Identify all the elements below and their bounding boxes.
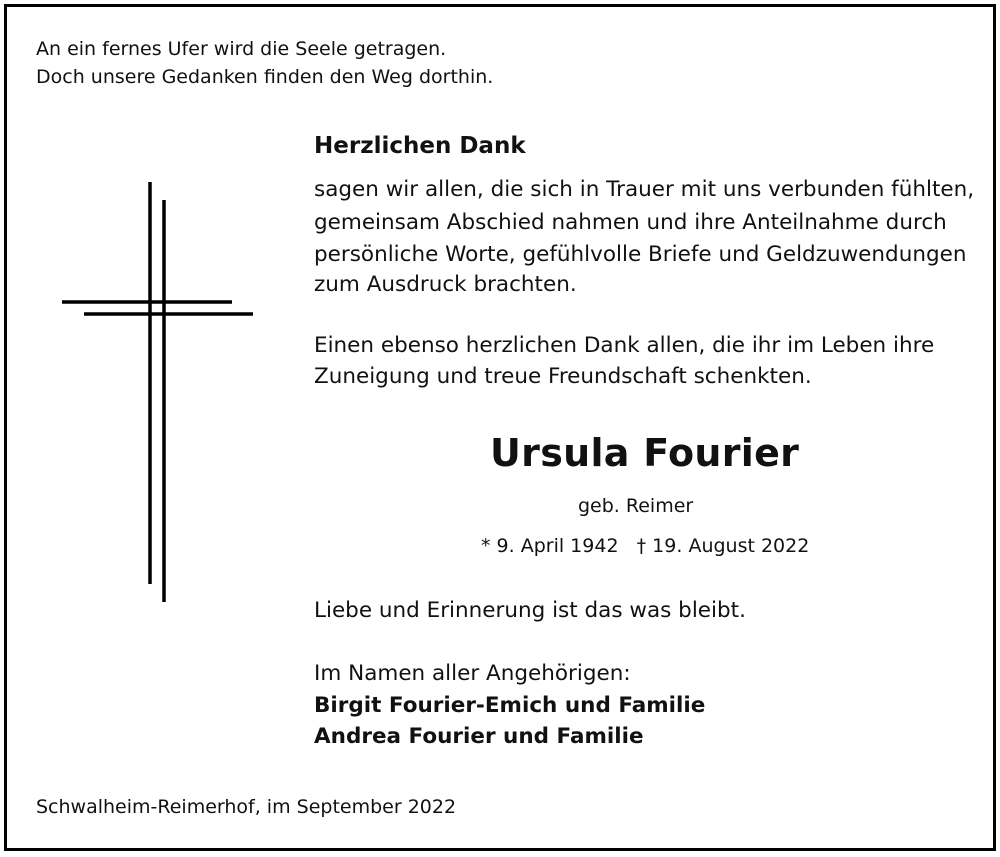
deceased-name: Ursula Fourier [490,431,800,475]
place-date: Schwalheim-Reimerhof, im September 2022 [36,796,457,818]
mourner-name-2: Andrea Fourier und Familie [314,724,644,749]
closing-line: Liebe und Erinnerung ist das was bleibt. [314,598,746,623]
life-dates: * 9. April 1942 † 19. August 2022 [481,535,810,557]
thanks-line-3: persönliche Worte, gefühlvolle Briefe und Geldzuwendungen [314,242,967,267]
thanks2-line-1: Einen ebenso herzlichen Dank allen, die ihr im Leben ihre [314,333,935,358]
mourners-intro: Im Namen aller Angehörigen: [314,661,631,686]
thanks-line-4: zum Ausdruck brachten. [314,272,577,297]
mourner-name-1: Birgit Fourier-Emich und Familie [314,693,706,718]
thanks-line-2: gemeinsam Abschied nahmen und ihre Anteilnahme durch [314,210,947,235]
motto-line-2: Doch unsere Gedanken finden den Weg dorthin. [36,66,494,88]
motto-line-1: An ein fernes Ufer wird die Seele getragen. [36,38,447,60]
cross-icon [60,182,255,602]
thanks-line-1: sagen wir allen, die sich in Trauer mit uns verbunden fühlten, [314,177,975,202]
birth-name: geb. Reimer [578,495,694,517]
thanks2-line-2: Zuneigung und treue Freundschaft schenkten. [314,364,812,389]
thanks-heading: Herzlichen Dank [314,133,526,159]
